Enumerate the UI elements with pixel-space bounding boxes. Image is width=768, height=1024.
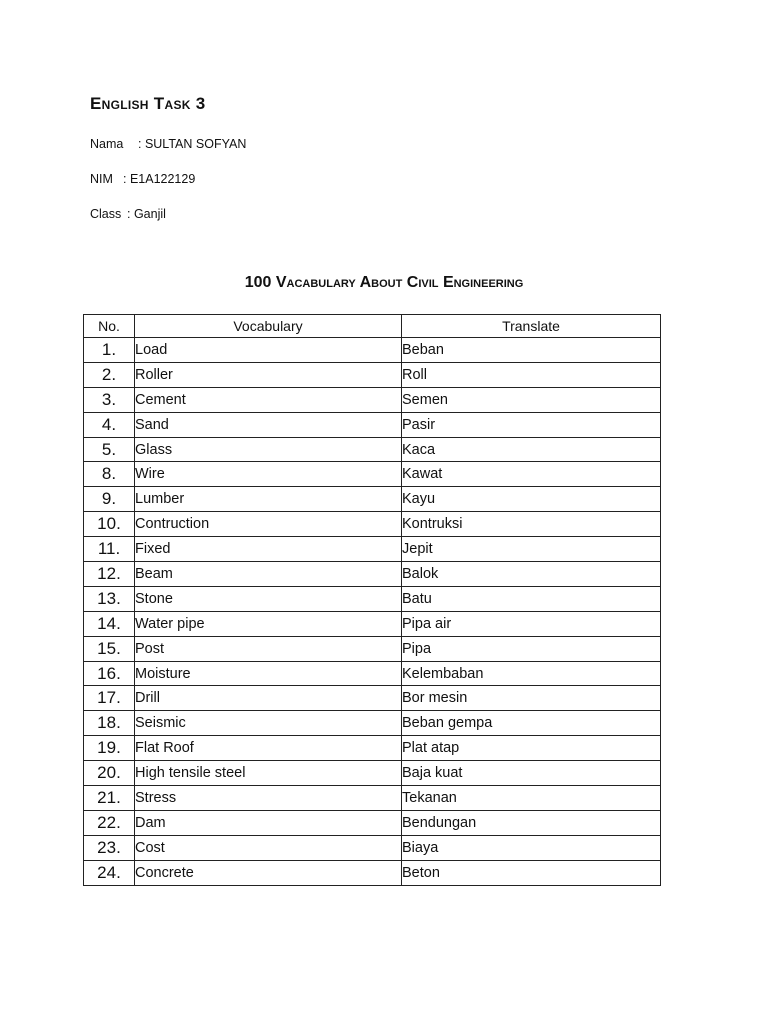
table-row: [84, 786, 661, 811]
table-row: [84, 586, 661, 611]
translation-cell: Beton: [402, 860, 661, 885]
translation-cell: Kontruksi: [402, 512, 661, 537]
vocabulary-cell: Glass: [135, 437, 402, 462]
table-row: [84, 512, 661, 537]
row-number: 18.: [84, 711, 135, 736]
row-number: 23.: [84, 835, 135, 860]
vocabulary-cell: Fixed: [135, 537, 402, 562]
vocabulary-table: [83, 314, 661, 886]
translation-cell: Beban gempa: [402, 711, 661, 736]
table-row: [84, 711, 661, 736]
table-row: [84, 686, 661, 711]
table-header-row: [84, 315, 661, 338]
vocabulary-cell: Water pipe: [135, 611, 402, 636]
translation-cell: Bendungan: [402, 810, 661, 835]
table-row: [84, 736, 661, 761]
translation-cell: Beban: [402, 338, 661, 363]
vocabulary-cell: Stone: [135, 586, 402, 611]
table-row: [84, 611, 661, 636]
name-label: Nama: [90, 137, 124, 151]
row-number: 8.: [84, 462, 135, 487]
table-row: [84, 636, 661, 661]
translation-cell: Bor mesin: [402, 686, 661, 711]
table-row: [84, 537, 661, 562]
translation-cell: Baja kuat: [402, 761, 661, 786]
column-header-no: No.: [84, 315, 135, 338]
table-row: [84, 562, 661, 587]
vocabulary-cell: Beam: [135, 562, 402, 587]
translation-cell: Biaya: [402, 835, 661, 860]
table-row: [84, 437, 661, 462]
student-name-line: [90, 137, 246, 151]
table-row: [84, 338, 661, 363]
table-title: 100 Vacabulary About Civil Engineering: [244, 274, 524, 291]
translation-cell: Kelembaban: [402, 661, 661, 686]
row-number: 14.: [84, 611, 135, 636]
row-number: 10.: [84, 512, 135, 537]
vocabulary-cell: Moisture: [135, 661, 402, 686]
table-row: [84, 412, 661, 437]
vocabulary-cell: Flat Roof: [135, 736, 402, 761]
vocabulary-cell: Seismic: [135, 711, 402, 736]
table-row: [84, 810, 661, 835]
row-number: 5.: [84, 437, 135, 462]
translation-cell: Tekanan: [402, 786, 661, 811]
translation-cell: Balok: [402, 562, 661, 587]
row-number: 11.: [84, 537, 135, 562]
translation-cell: Jepit: [402, 537, 661, 562]
row-number: 19.: [84, 736, 135, 761]
translation-cell: Roll: [402, 362, 661, 387]
table-row: [84, 761, 661, 786]
row-number: 16.: [84, 661, 135, 686]
vocabulary-cell: Drill: [135, 686, 402, 711]
table-row: [84, 387, 661, 412]
translation-cell: Pipa air: [402, 611, 661, 636]
row-number: 3.: [84, 387, 135, 412]
class-value: : Ganjil: [127, 207, 166, 221]
vocabulary-cell: Stress: [135, 786, 402, 811]
table-row: [84, 362, 661, 387]
table-row: [84, 462, 661, 487]
row-number: 20.: [84, 761, 135, 786]
translation-cell: Kawat: [402, 462, 661, 487]
row-number: 21.: [84, 786, 135, 811]
vocabulary-cell: Dam: [135, 810, 402, 835]
table-row: [84, 860, 661, 885]
row-number: 22.: [84, 810, 135, 835]
table-row: [84, 661, 661, 686]
vocabulary-cell: Contruction: [135, 512, 402, 537]
vocabulary-cell: Cost: [135, 835, 402, 860]
column-header-translate: Translate: [402, 315, 661, 338]
row-number: 13.: [84, 586, 135, 611]
row-number: 9.: [84, 487, 135, 512]
row-number: 2.: [84, 362, 135, 387]
vocabulary-cell: Wire: [135, 462, 402, 487]
vocabulary-cell: Post: [135, 636, 402, 661]
translation-cell: Kayu: [402, 487, 661, 512]
document-title: English Task 3: [90, 94, 206, 113]
nim-label: NIM: [90, 172, 113, 186]
nim-value: : E1A122129: [123, 172, 196, 186]
vocabulary-cell: Cement: [135, 387, 402, 412]
vocabulary-cell: Sand: [135, 412, 402, 437]
vocabulary-cell: Concrete: [135, 860, 402, 885]
translation-cell: Kaca: [402, 437, 661, 462]
table-body: [84, 338, 661, 886]
row-number: 15.: [84, 636, 135, 661]
translation-cell: Pasir: [402, 412, 661, 437]
translation-cell: Semen: [402, 387, 661, 412]
translation-cell: Batu: [402, 586, 661, 611]
vocabulary-cell: Lumber: [135, 487, 402, 512]
vocabulary-cell: Load: [135, 338, 402, 363]
row-number: 1.: [84, 338, 135, 363]
row-number: 12.: [84, 562, 135, 587]
row-number: 4.: [84, 412, 135, 437]
translation-cell: Pipa: [402, 636, 661, 661]
class-label: Class: [90, 207, 122, 221]
column-header-vocabulary: Vocabulary: [135, 315, 402, 338]
row-number: 17.: [84, 686, 135, 711]
vocabulary-cell: Roller: [135, 362, 402, 387]
table-row: [84, 835, 661, 860]
row-number: 24.: [84, 860, 135, 885]
name-value: : SULTAN SOFYAN: [138, 137, 247, 151]
class-line: [90, 207, 166, 221]
table-row: [84, 487, 661, 512]
vocabulary-cell: High tensile steel: [135, 761, 402, 786]
student-id-line: [90, 172, 195, 186]
translation-cell: Plat atap: [402, 736, 661, 761]
